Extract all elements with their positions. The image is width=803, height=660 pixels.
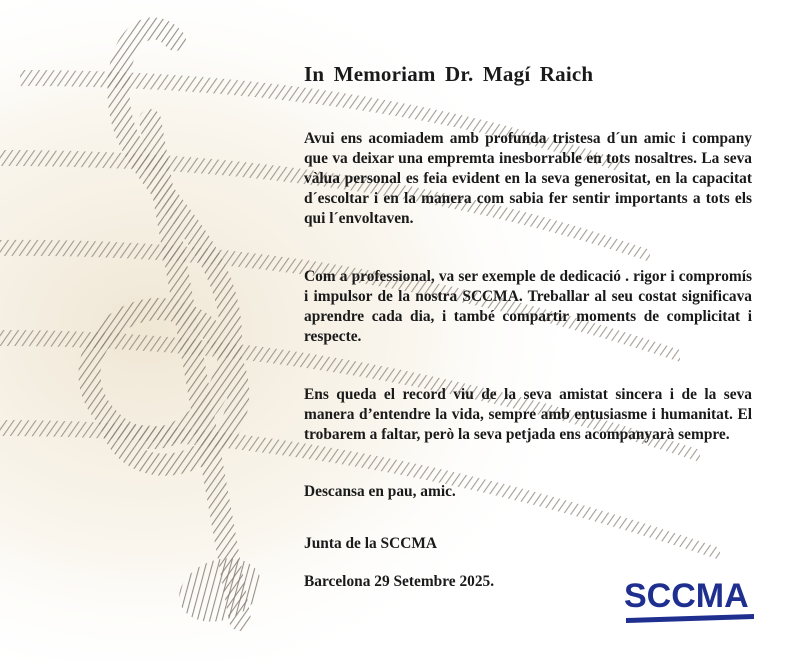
logo-text: SCCMA: [624, 577, 749, 615]
paragraph-3: Ens queda el record viu de la seva amistat sincera i de la seva manera d’entendre la vida, sempre amb entusiasme i humanitat. El trobarem a faltar, però la seva petjada ens acompanyarà sempre.: [304, 386, 752, 443]
logo-underline-icon: [626, 614, 754, 624]
paragraph-2: Com a professional, va ser exemple de dedicació . rigor i compromís i impulsor de la nostra SCCMA. Treballar al seu costat significava aprendre cada dia, i també compartir moments de complicitat i respecte.: [304, 268, 752, 345]
paragraph-1: Avui ens acomiadem amb profunda tristesa d´un amic i company que va deixar una empremta inesborrable en tots nosaltres. La seva vàlua personal es feia evident en la seva generositat, en la capacitat d´escoltar i en la manera com sabia fer sentir importants a tots els qui l´envoltaven.: [304, 130, 752, 227]
page-title: In Memoriam Dr. Magí Raich: [304, 62, 594, 86]
closing-line: Descansa en pau, amic.: [304, 483, 456, 500]
date-line: Barcelona 29 Setembre 2025.: [304, 573, 495, 590]
memorial-text: [304, 62, 752, 591]
sccma-logo: [624, 577, 754, 624]
signature: Junta de la SCCMA: [304, 535, 437, 552]
